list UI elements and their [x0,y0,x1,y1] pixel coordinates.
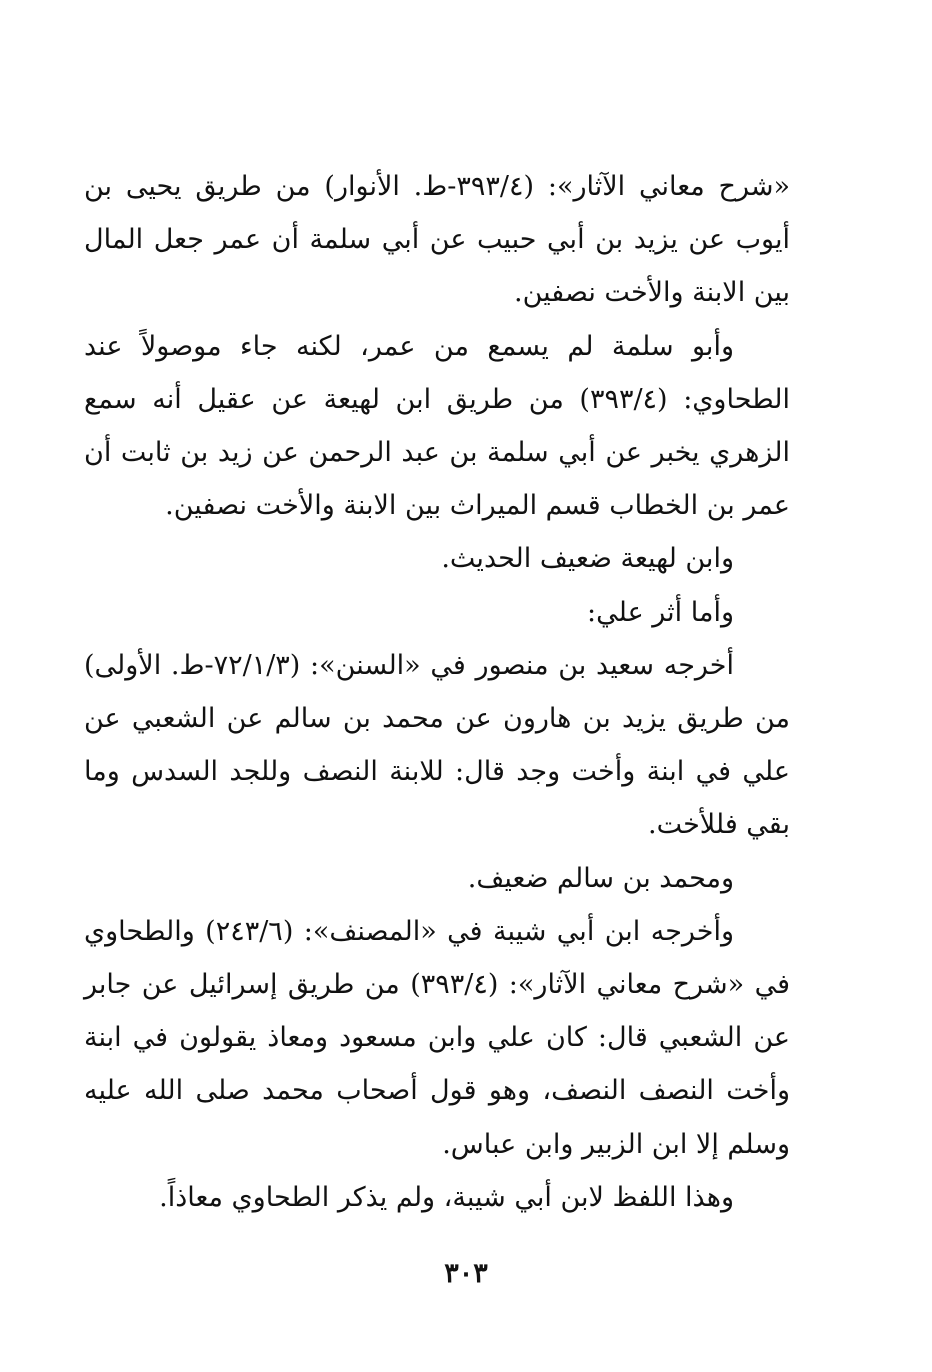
paragraph-1: «شرح معاني الآثار»: (٣٩٣/٤-ط. الأنوار) من طريق يحيى بن أيوب عن يزيد بن أبي حبيب عن أبي سلمة أن عمر جعل المال بين الابنة والأخت نصفين. [84,171,791,309]
page-number: ٣٠٣ [444,1258,488,1289]
paragraph-8: وهذا اللفظ لابن أبي شيبة، ولم يذكر الطحاوي معاذاً. [159,1181,734,1213]
paragraph-4: وأما أثر علي: [587,596,734,628]
paragraph-3: وابن لهيعة ضعيف الحديث. [441,543,734,575]
paragraph-6: ومحمد بن سالم ضعيف. [467,862,734,894]
body-text [84,160,790,1224]
paragraph-2: وأبو سلمة لم يسمع من عمر، لكنه جاء موصولاً عند الطحاوي: (٣٩٣/٤) من طريق ابن لهيعة عن عقيل أنه سمع الزهري يخبر عن أبي سلمة بن عبد الرحمن عن زيد بن ثابت أن عمر بن الخطاب قسم الميراث بين الابنة والأخت نصفين. [84,330,790,522]
paragraph-5: أخرجه سعيد بن منصور في «السنن»: (٧٢/١/٣-ط. الأولى) من طريق يزيد بن هارون عن محمد بن سالم عن الشعبي عن علي في ابنة وأخت وجد قال: للابنة النصف وللجد السدس وما بقي فللأخت. [84,649,790,841]
paragraph-7: وأخرجه ابن أبي شيبة في «المصنف»: (٢٤٣/٦) والطحاوي في «شرح معاني الآثار»: (٣٩٣/٤) من طريق إسرائيل عن جابر عن الشعبي قال: كان علي وابن مسعود ومعاذ يقولون في ابنة وأخت النصف النصف، وهو قول أصحاب محمد صلى الله عليه وسلم إلا ابن الزبير وابن عباس. [84,915,790,1160]
